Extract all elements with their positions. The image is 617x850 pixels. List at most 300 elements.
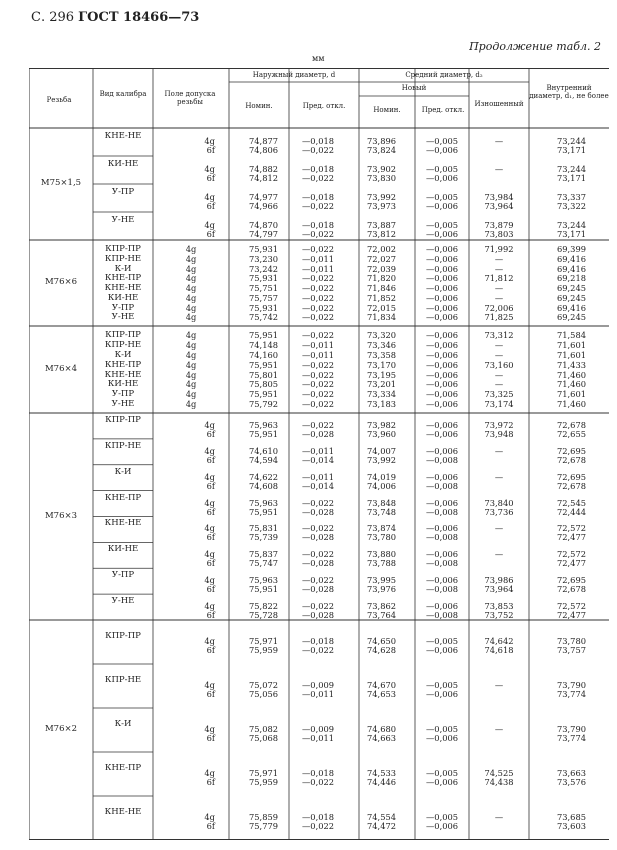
mid-nominal: 74,628 xyxy=(367,645,397,655)
mid-worn: 73,174 xyxy=(484,399,514,410)
mid-worn: — xyxy=(494,164,504,174)
mid-worn: 73,736 xyxy=(484,506,514,517)
outer-deviation: —0,014 xyxy=(302,454,335,465)
outer-nominal: 75,801 xyxy=(249,369,279,380)
page-number: С. 296 xyxy=(31,10,75,25)
gauge-type: КНЕ-НЕ xyxy=(104,369,142,380)
gauge-type: КПР-НЕ xyxy=(104,675,142,685)
outer-nominal: 74,812 xyxy=(249,173,279,183)
mid-nominal: 73,960 xyxy=(367,428,397,439)
mid-nominal: 71,820 xyxy=(367,273,397,284)
mid-deviation: —0,006 xyxy=(426,263,459,274)
inner-diameter: 69,245 xyxy=(556,312,586,323)
outer-deviation: —0,018 xyxy=(302,164,335,174)
tolerance-field: 6f xyxy=(206,229,215,239)
tolerance-field: 6f xyxy=(206,454,215,465)
tolerance-field: 4g xyxy=(204,636,215,646)
outer-deviation: —0,028 xyxy=(302,610,335,621)
tolerance-field: 6f xyxy=(206,584,215,595)
inner-diameter: 72,655 xyxy=(556,428,586,439)
mid-nominal: 73,320 xyxy=(367,330,397,340)
mid-nominal: 73,183 xyxy=(367,399,397,410)
mid-nominal: 73,992 xyxy=(367,192,397,202)
inner-diameter: 73,663 xyxy=(556,768,586,778)
outer-nominal: 75,959 xyxy=(249,777,279,787)
tolerance-field: 4g xyxy=(204,136,215,146)
inner-diameter: 72,572 xyxy=(556,523,586,534)
mid-nominal: 73,780 xyxy=(367,532,397,543)
mid-nominal: 74,446 xyxy=(367,777,397,787)
thread-gauge-table xyxy=(29,68,609,840)
outer-nominal: 74,608 xyxy=(249,480,279,491)
gauge-type: КПР-ПР xyxy=(105,631,141,641)
mid-nominal: 73,748 xyxy=(367,506,397,517)
inner-diameter: 73,774 xyxy=(556,689,586,699)
units-label: мм xyxy=(312,54,325,63)
inner-diameter: 72,695 xyxy=(556,471,586,482)
inner-diameter: 71,460 xyxy=(556,399,586,410)
mid-nominal: 73,887 xyxy=(367,220,397,230)
tolerance-field: 4g xyxy=(204,724,215,734)
outer-nominal: 75,751 xyxy=(249,283,279,293)
outer-deviation: —0,018 xyxy=(302,768,335,778)
inner-diameter: 72,477 xyxy=(556,558,586,569)
inner-diameter: 73,244 xyxy=(556,164,586,174)
mid-nominal: 73,874 xyxy=(367,523,397,534)
mid-worn: 74,642 xyxy=(484,636,514,646)
mid-nominal: 73,880 xyxy=(367,549,397,560)
tolerance-field: 4g xyxy=(204,812,215,822)
mid-deviation: —0,006 xyxy=(426,445,459,456)
tolerance-field: 4g xyxy=(204,192,215,202)
mid-nominal: 74,653 xyxy=(367,689,397,699)
mid-worn: — xyxy=(494,253,504,264)
col-header-new: Новый xyxy=(401,84,427,92)
outer-nominal: 75,971 xyxy=(249,636,279,646)
tolerance-field: 4g xyxy=(185,244,197,254)
mid-worn: 74,438 xyxy=(484,777,514,787)
table-continuation-label: Продолжение табл. 2 xyxy=(469,40,601,53)
thread-label: М76×6 xyxy=(44,277,78,287)
mid-deviation: —0,006 xyxy=(426,292,459,303)
mid-worn: 73,853 xyxy=(484,601,514,612)
mid-nominal: 73,346 xyxy=(367,339,397,350)
inner-diameter: 73,790 xyxy=(556,680,586,690)
outer-deviation: —0,022 xyxy=(302,302,335,313)
outer-nominal: 75,747 xyxy=(249,558,279,569)
outer-nominal: 75,831 xyxy=(249,523,279,534)
outer-nominal: 74,594 xyxy=(249,454,279,465)
mid-deviation: —0,006 xyxy=(426,601,459,612)
inner-diameter: 73,757 xyxy=(556,645,586,655)
outer-nominal: 75,963 xyxy=(249,497,279,508)
tolerance-field: 4g xyxy=(204,419,215,430)
mid-deviation: —0,005 xyxy=(426,164,459,174)
tolerance-field: 4g xyxy=(185,339,197,350)
mid-worn: 73,964 xyxy=(484,201,514,211)
gauge-type: КНЕ-ПР xyxy=(104,273,142,284)
inner-diameter: 69,218 xyxy=(556,273,586,284)
col-header-outer-deviation: Пред. откл. xyxy=(302,102,346,110)
mid-nominal: 72,015 xyxy=(367,302,397,313)
outer-nominal: 74,977 xyxy=(249,192,279,202)
mid-nominal: 71,834 xyxy=(367,312,397,323)
mid-worn: — xyxy=(494,680,504,690)
outer-deviation: —0,011 xyxy=(302,733,335,743)
tolerance-field: 4g xyxy=(185,292,197,303)
mid-deviation: —0,006 xyxy=(426,471,459,482)
mid-nominal: 72,039 xyxy=(367,263,397,274)
gauge-type: У-НЕ xyxy=(111,312,135,323)
mid-deviation: —0,006 xyxy=(426,283,459,293)
outer-deviation: —0,022 xyxy=(302,359,335,370)
outer-deviation: —0,022 xyxy=(302,244,335,254)
mid-nominal: 72,027 xyxy=(367,253,397,264)
mid-deviation: —0,006 xyxy=(426,733,459,743)
mid-deviation: —0,005 xyxy=(426,680,459,690)
mid-deviation: —0,006 xyxy=(426,173,459,183)
outer-nominal: 75,805 xyxy=(249,379,279,390)
mid-deviation: —0,005 xyxy=(426,768,459,778)
gauge-type: КНЕ-НЕ xyxy=(104,807,142,817)
mid-deviation: —0,006 xyxy=(426,549,459,560)
inner-diameter: 69,399 xyxy=(556,244,586,254)
mid-deviation: —0,006 xyxy=(426,229,459,239)
mid-worn: — xyxy=(494,136,504,146)
mid-deviation: —0,006 xyxy=(426,379,459,390)
outer-nominal: 75,963 xyxy=(249,575,279,586)
mid-deviation: —0,006 xyxy=(426,349,459,360)
outer-nominal: 75,951 xyxy=(249,389,279,400)
col-header-tolerance: Поле допуска резьбы xyxy=(164,90,216,107)
tolerance-field: 6f xyxy=(206,689,215,699)
mid-deviation: —0,006 xyxy=(426,389,459,400)
gauge-type: КИ-НЕ xyxy=(107,379,139,390)
tolerance-field: 4g xyxy=(185,263,197,274)
outer-deviation: —0,022 xyxy=(302,399,335,410)
mid-nominal: 73,812 xyxy=(367,229,397,239)
outer-deviation: —0,028 xyxy=(302,584,335,595)
mid-nominal: 71,852 xyxy=(367,292,397,303)
mid-worn: 73,984 xyxy=(484,192,514,202)
outer-nominal: 73,230 xyxy=(249,253,279,264)
gauge-type: У-НЕ xyxy=(111,596,135,607)
tolerance-field: 6f xyxy=(206,201,215,211)
gauge-type: К-И xyxy=(114,466,132,477)
tolerance-field: 4g xyxy=(204,523,215,534)
outer-deviation: —0,009 xyxy=(302,724,335,734)
mid-deviation: —0,006 xyxy=(426,253,459,264)
outer-nominal: 74,806 xyxy=(249,145,279,155)
mid-worn: — xyxy=(494,349,504,360)
outer-deviation: —0,022 xyxy=(302,201,335,211)
tolerance-field: 4g xyxy=(185,379,197,390)
mid-worn: 71,825 xyxy=(484,312,514,323)
outer-nominal: 75,757 xyxy=(249,292,279,303)
outer-deviation: —0,018 xyxy=(302,812,335,822)
inner-diameter: 72,678 xyxy=(556,454,586,465)
mid-nominal: 73,973 xyxy=(367,201,397,211)
thread-label: М76×2 xyxy=(44,724,78,734)
mid-deviation: —0,006 xyxy=(426,428,459,439)
mid-deviation: —0,006 xyxy=(426,497,459,508)
mid-deviation: —0,005 xyxy=(426,192,459,202)
mid-nominal: 73,830 xyxy=(367,173,397,183)
mid-deviation: —0,006 xyxy=(426,821,459,831)
mid-worn: — xyxy=(494,445,504,456)
mid-nominal: 74,006 xyxy=(367,480,397,491)
outer-deviation: —0,022 xyxy=(302,229,335,239)
outer-deviation: —0,022 xyxy=(302,821,335,831)
tolerance-field: 4g xyxy=(185,253,197,264)
mid-deviation: —0,006 xyxy=(426,359,459,370)
outer-deviation: —0,011 xyxy=(302,445,335,456)
mid-worn: — xyxy=(494,549,504,560)
mid-worn: — xyxy=(494,812,504,822)
gauge-type: КПР-НЕ xyxy=(104,440,142,451)
tolerance-field: 6f xyxy=(206,558,215,569)
inner-diameter: 73,171 xyxy=(556,229,586,239)
inner-diameter: 72,477 xyxy=(556,610,586,621)
inner-diameter: 72,477 xyxy=(556,532,586,543)
mid-deviation: —0,008 xyxy=(426,584,459,595)
mid-nominal: 73,334 xyxy=(367,389,397,400)
gauge-type: У-ПР xyxy=(111,302,135,313)
mid-nominal: 73,170 xyxy=(367,359,397,370)
tolerance-field: 4g xyxy=(185,399,197,410)
outer-deviation: —0,028 xyxy=(302,532,335,543)
inner-diameter: 73,337 xyxy=(556,192,586,202)
tolerance-field: 4g xyxy=(185,273,197,284)
inner-diameter: 71,433 xyxy=(556,359,586,370)
tolerance-field: 4g xyxy=(185,349,197,360)
mid-worn: 73,948 xyxy=(484,428,514,439)
outer-nominal: 74,870 xyxy=(249,220,279,230)
tolerance-field: 6f xyxy=(206,777,215,787)
mid-deviation: —0,006 xyxy=(426,369,459,380)
mid-worn: 73,752 xyxy=(484,610,514,621)
mid-nominal: 73,982 xyxy=(367,419,397,430)
tolerance-field: 6f xyxy=(206,145,215,155)
mid-nominal: 74,019 xyxy=(367,471,397,482)
mid-worn: — xyxy=(494,292,504,303)
outer-nominal: 74,882 xyxy=(249,164,279,174)
tolerance-field: 4g xyxy=(185,359,197,370)
col-header-gauge: Вид калибра xyxy=(99,90,147,98)
outer-nominal: 74,966 xyxy=(249,201,279,211)
outer-deviation: —0,022 xyxy=(302,549,335,560)
gauge-type: КПР-ПР xyxy=(105,330,141,340)
outer-deviation: —0,018 xyxy=(302,636,335,646)
mid-nominal: 73,201 xyxy=(367,379,397,390)
mid-deviation: —0,008 xyxy=(426,610,459,621)
mid-worn: 71,812 xyxy=(484,273,514,284)
tolerance-field: 6f xyxy=(206,480,215,491)
mid-deviation: —0,006 xyxy=(426,777,459,787)
outer-nominal: 75,951 xyxy=(249,330,279,340)
mid-nominal: 74,472 xyxy=(367,821,397,831)
inner-diameter: 72,695 xyxy=(556,445,586,456)
outer-nominal: 74,610 xyxy=(249,445,279,456)
outer-deviation: —0,011 xyxy=(302,471,335,482)
outer-deviation: —0,022 xyxy=(302,292,335,303)
mid-nominal: 73,788 xyxy=(367,558,397,569)
outer-deviation: —0,022 xyxy=(302,283,335,293)
gauge-type: КПР-НЕ xyxy=(104,339,142,350)
inner-diameter: 73,171 xyxy=(556,173,586,183)
mid-nominal: 74,533 xyxy=(367,768,397,778)
tolerance-field: 6f xyxy=(206,173,215,183)
mid-nominal: 74,007 xyxy=(367,445,397,456)
mid-worn: 73,840 xyxy=(484,497,514,508)
mid-deviation: —0,008 xyxy=(426,480,459,491)
outer-deviation: —0,014 xyxy=(302,480,335,491)
outer-nominal: 75,951 xyxy=(249,506,279,517)
gauge-type: КПР-НЕ xyxy=(104,253,142,264)
outer-nominal: 74,148 xyxy=(249,339,279,350)
outer-nominal: 75,963 xyxy=(249,419,279,430)
mid-worn: — xyxy=(494,339,504,350)
mid-nominal: 74,650 xyxy=(367,636,397,646)
outer-nominal: 75,072 xyxy=(249,680,279,690)
mid-worn: — xyxy=(494,724,504,734)
mid-deviation: —0,006 xyxy=(426,645,459,655)
inner-diameter: 72,572 xyxy=(556,549,586,560)
inner-diameter: 73,780 xyxy=(556,636,586,646)
outer-deviation: —0,011 xyxy=(302,339,335,350)
outer-nominal: 75,959 xyxy=(249,645,279,655)
outer-nominal: 75,792 xyxy=(249,399,279,410)
tolerance-field: 4g xyxy=(204,768,215,778)
mid-deviation: —0,005 xyxy=(426,220,459,230)
mid-deviation: —0,006 xyxy=(426,302,459,313)
inner-diameter: 69,416 xyxy=(556,302,586,313)
inner-diameter: 71,460 xyxy=(556,379,586,390)
mid-nominal: 72,002 xyxy=(367,244,397,254)
mid-nominal: 74,680 xyxy=(367,724,397,734)
mid-worn: 73,325 xyxy=(484,389,514,400)
gauge-type: У-ПР xyxy=(111,570,135,581)
inner-diameter: 69,245 xyxy=(556,283,586,293)
outer-deviation: —0,011 xyxy=(302,263,335,274)
outer-nominal: 75,859 xyxy=(249,812,279,822)
inner-diameter: 71,601 xyxy=(556,389,586,400)
outer-nominal: 75,931 xyxy=(249,302,279,313)
outer-nominal: 75,951 xyxy=(249,428,279,439)
tolerance-field: 4g xyxy=(185,283,197,293)
mid-worn: 73,972 xyxy=(484,419,514,430)
mid-nominal: 73,992 xyxy=(367,454,397,465)
outer-deviation: —0,011 xyxy=(302,689,335,699)
col-header-mid-deviation: Пред. откл. xyxy=(421,106,465,114)
outer-nominal: 75,082 xyxy=(249,724,279,734)
mid-deviation: —0,008 xyxy=(426,506,459,517)
tolerance-field: 6f xyxy=(206,506,215,517)
outer-deviation: —0,022 xyxy=(302,173,335,183)
col-header-mid-diameter: Средний диаметр, d₂ xyxy=(405,71,483,79)
gauge-type: К-И xyxy=(114,263,132,274)
mid-deviation: —0,006 xyxy=(426,312,459,323)
tolerance-field: 6f xyxy=(206,733,215,743)
outer-deviation: —0,022 xyxy=(302,389,335,400)
outer-deviation: —0,022 xyxy=(302,419,335,430)
mid-worn: 71,992 xyxy=(484,244,514,254)
tolerance-field: 4g xyxy=(204,164,215,174)
mid-deviation: —0,006 xyxy=(426,419,459,430)
mid-worn: 73,986 xyxy=(484,575,514,586)
outer-deviation: —0,022 xyxy=(302,575,335,586)
tolerance-field: 4g xyxy=(204,471,215,482)
outer-nominal: 74,797 xyxy=(249,229,279,239)
mid-deviation: —0,006 xyxy=(426,201,459,211)
mid-worn: 74,525 xyxy=(484,768,514,778)
outer-deviation: —0,022 xyxy=(302,369,335,380)
inner-diameter: 73,244 xyxy=(556,136,586,146)
tolerance-field: 4g xyxy=(204,601,215,612)
tolerance-field: 4g xyxy=(185,330,197,340)
outer-nominal: 75,742 xyxy=(249,312,279,323)
gauge-type: КНЕ-НЕ xyxy=(104,518,142,529)
inner-diameter: 72,695 xyxy=(556,575,586,586)
mid-nominal: 73,995 xyxy=(367,575,397,586)
mid-worn: — xyxy=(494,379,504,390)
tolerance-field: 6f xyxy=(206,821,215,831)
tolerance-field: 6f xyxy=(206,610,215,621)
outer-nominal: 74,160 xyxy=(249,349,279,360)
thread-label: М76×4 xyxy=(44,363,78,374)
gauge-type: КИ-НЕ xyxy=(107,292,139,303)
tolerance-field: 4g xyxy=(185,312,197,323)
outer-deviation: —0,022 xyxy=(302,145,335,155)
outer-deviation: —0,022 xyxy=(302,523,335,534)
outer-deviation: —0,011 xyxy=(302,253,335,264)
standard-code: ГОСТ 18466—73 xyxy=(78,10,200,25)
mid-worn: 73,160 xyxy=(484,359,514,370)
outer-deviation: —0,018 xyxy=(302,220,335,230)
mid-deviation: —0,005 xyxy=(426,724,459,734)
mid-nominal: 73,848 xyxy=(367,497,397,508)
gauge-type: КНЕ-ПР xyxy=(104,763,142,773)
inner-diameter: 72,545 xyxy=(556,497,586,508)
mid-nominal: 73,862 xyxy=(367,601,397,612)
mid-nominal: 73,764 xyxy=(367,610,397,621)
inner-diameter: 71,601 xyxy=(556,339,586,350)
gauge-type: У-ПР xyxy=(111,187,135,197)
inner-diameter: 71,584 xyxy=(556,330,586,340)
outer-deviation: —0,011 xyxy=(302,349,335,360)
inner-diameter: 73,171 xyxy=(556,145,586,155)
mid-worn: — xyxy=(494,523,504,534)
outer-deviation: —0,022 xyxy=(302,273,335,284)
mid-nominal: 73,902 xyxy=(367,164,397,174)
outer-nominal: 75,837 xyxy=(249,549,279,560)
mid-worn: 74,618 xyxy=(484,645,514,655)
outer-nominal: 75,822 xyxy=(249,601,279,612)
tolerance-field: 6f xyxy=(206,428,215,439)
inner-diameter: 71,460 xyxy=(556,369,586,380)
outer-nominal: 75,951 xyxy=(249,584,279,595)
gauge-type: К-И xyxy=(114,349,132,360)
inner-diameter: 73,576 xyxy=(556,777,586,787)
mid-nominal: 74,670 xyxy=(367,680,397,690)
mid-nominal: 74,663 xyxy=(367,733,397,743)
outer-nominal: 75,728 xyxy=(249,610,279,621)
outer-nominal: 75,931 xyxy=(249,273,279,284)
inner-diameter: 72,678 xyxy=(556,480,586,491)
outer-deviation: —0,018 xyxy=(302,136,335,146)
inner-diameter: 72,678 xyxy=(556,584,586,595)
outer-nominal: 75,739 xyxy=(249,532,279,543)
